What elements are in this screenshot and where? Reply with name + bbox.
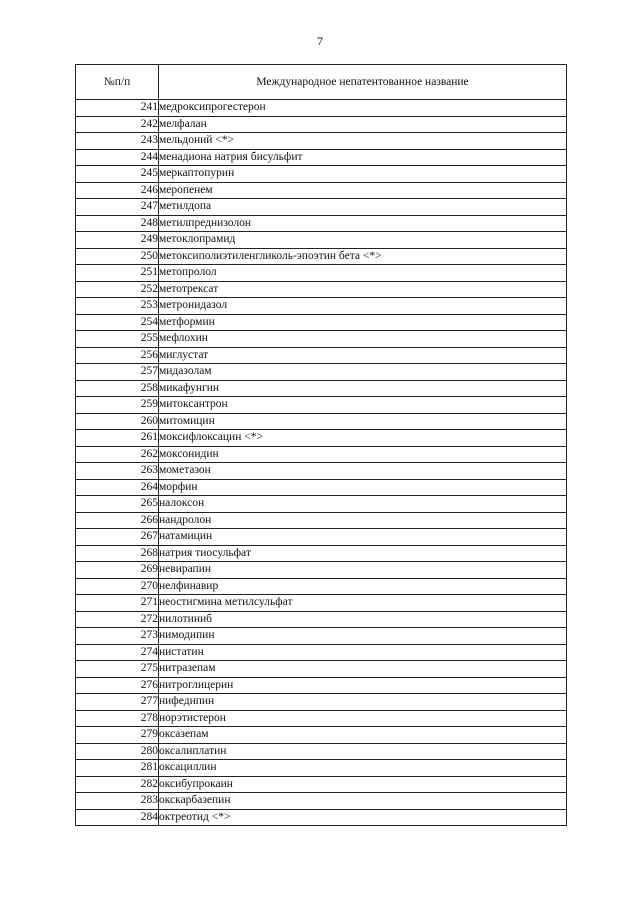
table-row bbox=[76, 479, 567, 496]
row-number: 244 bbox=[76, 149, 159, 166]
row-number: 267 bbox=[76, 529, 159, 546]
table-row bbox=[76, 314, 567, 331]
row-number: 282 bbox=[76, 776, 159, 793]
row-number: 252 bbox=[76, 281, 159, 298]
table-row bbox=[76, 248, 567, 265]
row-number: 257 bbox=[76, 364, 159, 381]
table-row bbox=[76, 281, 567, 298]
row-number: 262 bbox=[76, 446, 159, 463]
table-row bbox=[76, 199, 567, 216]
drug-name: метилдопа bbox=[159, 199, 567, 216]
table-row bbox=[76, 694, 567, 711]
drug-name: моксифлоксацин <*> bbox=[159, 430, 567, 447]
table-row bbox=[76, 265, 567, 282]
drug-name: метотрексат bbox=[159, 281, 567, 298]
row-number: 255 bbox=[76, 331, 159, 348]
drug-name: октреотид <*> bbox=[159, 809, 567, 826]
table-row bbox=[76, 364, 567, 381]
drug-name: невирапин bbox=[159, 562, 567, 579]
drug-name: оксациллин bbox=[159, 760, 567, 777]
drug-name: меркаптопурин bbox=[159, 166, 567, 183]
drug-name: морфин bbox=[159, 479, 567, 496]
drug-name: нитроглицерин bbox=[159, 677, 567, 694]
table-row bbox=[76, 133, 567, 150]
row-number: 268 bbox=[76, 545, 159, 562]
drug-name: оксалиплатин bbox=[159, 743, 567, 760]
row-number: 277 bbox=[76, 694, 159, 711]
row-number: 248 bbox=[76, 215, 159, 232]
row-number: 269 bbox=[76, 562, 159, 579]
drug-name: менадиона натрия бисульфит bbox=[159, 149, 567, 166]
row-number: 263 bbox=[76, 463, 159, 480]
row-number: 249 bbox=[76, 232, 159, 249]
row-number: 271 bbox=[76, 595, 159, 612]
page-number: 7 bbox=[317, 34, 323, 48]
table-row bbox=[76, 496, 567, 513]
row-number: 266 bbox=[76, 512, 159, 529]
drug-name: нистатин bbox=[159, 644, 567, 661]
table-row bbox=[76, 611, 567, 628]
row-number: 278 bbox=[76, 710, 159, 727]
table-row bbox=[76, 545, 567, 562]
row-number: 253 bbox=[76, 298, 159, 315]
drug-name: оксибупрокаин bbox=[159, 776, 567, 793]
drug-name: натамицин bbox=[159, 529, 567, 546]
table-row bbox=[76, 298, 567, 315]
drug-name: натрия тиосульфат bbox=[159, 545, 567, 562]
table-row bbox=[76, 743, 567, 760]
table-row bbox=[76, 644, 567, 661]
row-number: 284 bbox=[76, 809, 159, 826]
table-row bbox=[76, 380, 567, 397]
drug-name: норэтистерон bbox=[159, 710, 567, 727]
table-row bbox=[76, 397, 567, 414]
row-number: 260 bbox=[76, 413, 159, 430]
drug-name: оксазепам bbox=[159, 727, 567, 744]
table-row bbox=[76, 116, 567, 133]
table-row bbox=[76, 562, 567, 579]
table-row bbox=[76, 446, 567, 463]
row-number: 275 bbox=[76, 661, 159, 678]
row-number: 261 bbox=[76, 430, 159, 447]
row-number: 270 bbox=[76, 578, 159, 595]
drug-name: метопролол bbox=[159, 265, 567, 282]
table-row bbox=[76, 809, 567, 826]
table-row bbox=[76, 182, 567, 199]
drug-name: метилпреднизолон bbox=[159, 215, 567, 232]
table-row bbox=[76, 430, 567, 447]
row-number: 250 bbox=[76, 248, 159, 265]
row-number: 280 bbox=[76, 743, 159, 760]
row-number: 283 bbox=[76, 793, 159, 810]
row-number: 246 bbox=[76, 182, 159, 199]
drug-name: метронидазол bbox=[159, 298, 567, 315]
drug-name: митомицин bbox=[159, 413, 567, 430]
row-number: 251 bbox=[76, 265, 159, 282]
drug-name: нелфинавир bbox=[159, 578, 567, 595]
row-number: 276 bbox=[76, 677, 159, 694]
drug-name: метоксиполиэтиленгликоль-эпоэтин бета <*> bbox=[159, 248, 567, 265]
table-row bbox=[76, 463, 567, 480]
drug-name: мидазолам bbox=[159, 364, 567, 381]
table-row bbox=[76, 331, 567, 348]
table-row bbox=[76, 628, 567, 645]
table-row bbox=[76, 512, 567, 529]
table-row bbox=[76, 793, 567, 810]
drug-name: мефлохин bbox=[159, 331, 567, 348]
table-row bbox=[76, 215, 567, 232]
table-row bbox=[76, 760, 567, 777]
drug-name: окскарбазепин bbox=[159, 793, 567, 810]
table-row bbox=[76, 529, 567, 546]
row-number: 245 bbox=[76, 166, 159, 183]
drug-name: миглустат bbox=[159, 347, 567, 364]
header-name: Международное непатентованное название bbox=[159, 65, 567, 100]
table-row bbox=[76, 727, 567, 744]
row-number: 241 bbox=[76, 100, 159, 117]
row-number: 279 bbox=[76, 727, 159, 744]
table-row bbox=[76, 661, 567, 678]
drug-name: метоклопрамид bbox=[159, 232, 567, 249]
drug-name: налоксон bbox=[159, 496, 567, 513]
drug-name: меропенем bbox=[159, 182, 567, 199]
row-number: 242 bbox=[76, 116, 159, 133]
drug-name: мельдоний <*> bbox=[159, 133, 567, 150]
drug-name: моксонидин bbox=[159, 446, 567, 463]
table-body bbox=[76, 100, 567, 826]
row-number: 274 bbox=[76, 644, 159, 661]
table-row bbox=[76, 100, 567, 117]
row-number: 273 bbox=[76, 628, 159, 645]
row-number: 243 bbox=[76, 133, 159, 150]
table-header-row bbox=[76, 65, 567, 100]
drug-name: нимодипин bbox=[159, 628, 567, 645]
drug-name: нитразепам bbox=[159, 661, 567, 678]
table-row bbox=[76, 710, 567, 727]
table-row bbox=[76, 595, 567, 612]
drug-name: митоксантрон bbox=[159, 397, 567, 414]
drug-name: нилотиниб bbox=[159, 611, 567, 628]
table-row bbox=[76, 347, 567, 364]
drug-name: неостигмина метилсульфат bbox=[159, 595, 567, 612]
row-number: 281 bbox=[76, 760, 159, 777]
row-number: 272 bbox=[76, 611, 159, 628]
drug-name: медроксипрогестерон bbox=[159, 100, 567, 117]
drug-name: метформин bbox=[159, 314, 567, 331]
drug-name: микафунгин bbox=[159, 380, 567, 397]
table-row bbox=[76, 677, 567, 694]
table-row bbox=[76, 413, 567, 430]
table-row bbox=[76, 232, 567, 249]
drug-name: нифедипин bbox=[159, 694, 567, 711]
row-number: 254 bbox=[76, 314, 159, 331]
table-row bbox=[76, 166, 567, 183]
row-number: 247 bbox=[76, 199, 159, 216]
drug-name: мелфалан bbox=[159, 116, 567, 133]
row-number: 265 bbox=[76, 496, 159, 513]
drug-name: мометазон bbox=[159, 463, 567, 480]
table-row bbox=[76, 149, 567, 166]
row-number: 258 bbox=[76, 380, 159, 397]
row-number: 256 bbox=[76, 347, 159, 364]
drug-name: нандролон bbox=[159, 512, 567, 529]
table-row bbox=[76, 578, 567, 595]
header-number: №п/п bbox=[76, 65, 159, 100]
table-row bbox=[76, 776, 567, 793]
row-number: 259 bbox=[76, 397, 159, 414]
row-number: 264 bbox=[76, 479, 159, 496]
drug-table bbox=[75, 64, 567, 826]
